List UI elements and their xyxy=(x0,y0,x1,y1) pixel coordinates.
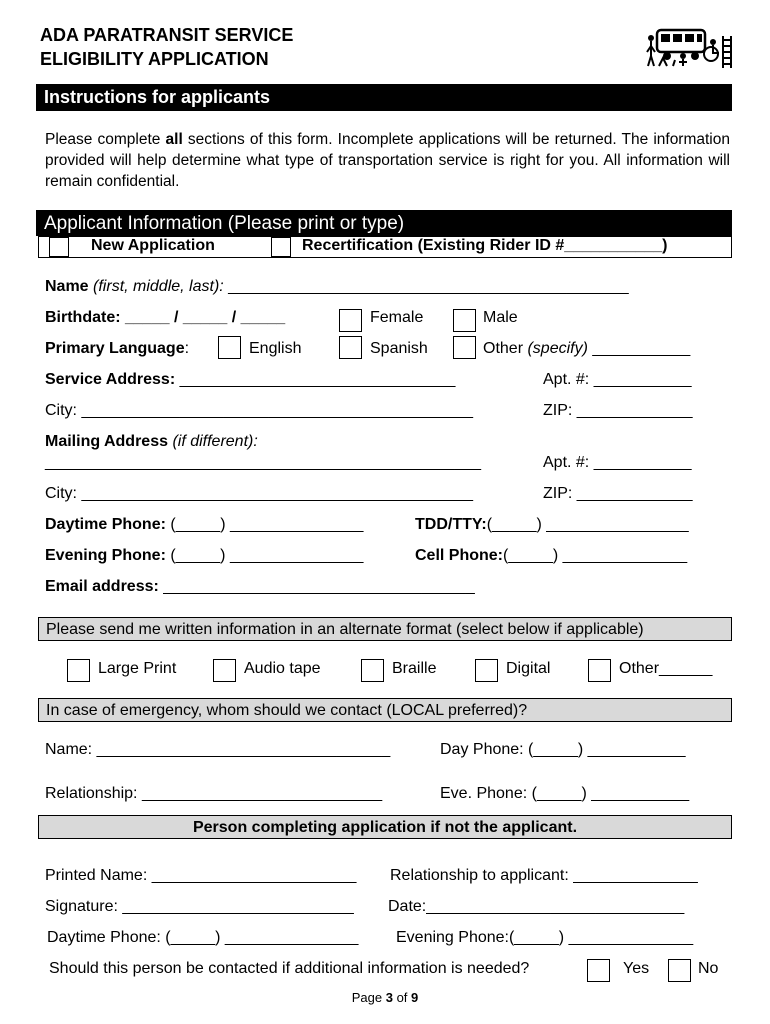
name-field[interactable]: Name (first, middle, last): _____________________________________________ xyxy=(45,278,629,295)
completer-relationship-field[interactable]: Relationship to applicant: ______________ xyxy=(390,867,698,884)
mailing-zip-field[interactable]: ZIP: _____________ xyxy=(543,485,693,502)
completer-printed-name-field[interactable]: Printed Name: _______________________ xyxy=(45,867,357,884)
cell-phone-field[interactable]: Cell Phone:(_____) ______________ xyxy=(415,547,688,564)
new-application-label: New Application xyxy=(91,237,215,254)
braille-label: Braille xyxy=(392,660,437,677)
other-format-field[interactable]: Other______ xyxy=(619,660,713,677)
audio-tape-checkbox[interactable] xyxy=(213,659,236,682)
mailing-apt-field[interactable]: Apt. #: ___________ xyxy=(543,454,692,471)
applicant-heading: Applicant Information (Please print or type) xyxy=(36,210,732,236)
primary-language-label: Primary Language: xyxy=(45,340,190,357)
large-print-checkbox[interactable] xyxy=(67,659,90,682)
emergency-relationship-field[interactable]: Relationship: ___________________________ xyxy=(45,785,383,802)
contact-no-label: No xyxy=(698,960,719,977)
birthdate-field[interactable]: Birthdate: _____ / _____ / _____ xyxy=(45,309,286,326)
other-language-field[interactable]: Other (specify) ___________ xyxy=(483,340,691,357)
service-apt-field[interactable]: Apt. #: ___________ xyxy=(543,371,692,388)
mailing-address-label: Mailing Address (if different): xyxy=(45,433,258,450)
english-label: English xyxy=(249,340,302,357)
recertification-checkbox[interactable] xyxy=(271,237,291,257)
completer-heading: Person completing application if not the applicant. xyxy=(38,815,732,839)
contact-no-checkbox[interactable] xyxy=(668,959,691,982)
other-format-checkbox[interactable] xyxy=(588,659,611,682)
service-address-field[interactable]: Service Address: _______________________________ xyxy=(45,371,456,388)
spanish-label: Spanish xyxy=(370,340,428,357)
paratransit-bus-logo-icon xyxy=(645,26,733,70)
large-print-label: Large Print xyxy=(98,660,177,677)
spanish-checkbox[interactable] xyxy=(339,336,362,359)
service-city-field[interactable]: City: ____________________________________________ xyxy=(45,402,473,419)
audio-tape-label: Audio tape xyxy=(244,660,321,677)
mailing-address-field[interactable]: _________________________________________________ xyxy=(45,454,482,471)
emergency-heading: In case of emergency, whom should we contact (LOCAL preferred)? xyxy=(38,698,732,722)
other-language-checkbox[interactable] xyxy=(453,336,476,359)
english-checkbox[interactable] xyxy=(218,336,241,359)
emergency-day-phone-field[interactable]: Day Phone: (_____) ___________ xyxy=(440,741,686,758)
female-checkbox[interactable] xyxy=(339,309,362,332)
completer-evening-phone-field[interactable]: Evening Phone:(_____) ______________ xyxy=(396,929,694,946)
braille-checkbox[interactable] xyxy=(361,659,384,682)
male-checkbox[interactable] xyxy=(453,309,476,332)
daytime-phone-field[interactable]: Daytime Phone: (_____) _______________ xyxy=(45,516,364,533)
page-number: Page 3 of 9 xyxy=(351,990,419,1005)
completer-date-field[interactable]: Date:_____________________________ xyxy=(388,898,685,915)
contact-yes-checkbox[interactable] xyxy=(587,959,610,982)
tdd-tty-field[interactable]: TDD/TTY:(_____) ________________ xyxy=(415,516,689,533)
digital-checkbox[interactable] xyxy=(475,659,498,682)
completer-signature-field[interactable]: Signature: __________________________ xyxy=(45,898,354,915)
evening-phone-field[interactable]: Evening Phone: (_____) _______________ xyxy=(45,547,364,564)
form-title-line1: ADA PARATRANSIT SERVICE xyxy=(40,25,294,45)
alternate-format-heading: Please send me written information in an alternate format (select below if applicable) xyxy=(38,617,732,641)
contact-question-label: Should this person be contacted if additional information is needed? xyxy=(49,960,530,977)
service-zip-field[interactable]: ZIP: _____________ xyxy=(543,402,693,419)
mailing-city-field[interactable]: City: ____________________________________________ xyxy=(45,485,473,502)
male-label: Male xyxy=(483,309,518,326)
completer-daytime-phone-field[interactable]: Daytime Phone: (_____) _______________ xyxy=(47,929,359,946)
instructions-heading: Instructions for applicants xyxy=(36,84,732,111)
email-field[interactable]: Email address: ___________________________________ xyxy=(45,578,475,595)
emergency-eve-phone-field[interactable]: Eve. Phone: (_____) ___________ xyxy=(440,785,690,802)
digital-label: Digital xyxy=(506,660,551,677)
instructions-text: Please complete all sections of this form. Incomplete applications will be returned. The information provided will help determine what type of transportation service is right for you. All information will remain confidential. xyxy=(45,131,730,190)
contact-yes-label: Yes xyxy=(623,960,650,977)
emergency-name-field[interactable]: Name: _________________________________ xyxy=(45,741,391,758)
recertification-label: Recertification (Existing Rider ID #___________) xyxy=(302,237,668,254)
female-label: Female xyxy=(370,309,424,326)
new-application-checkbox[interactable] xyxy=(49,237,69,257)
form-title-line2: ELIGIBILITY APPLICATION xyxy=(40,49,269,69)
